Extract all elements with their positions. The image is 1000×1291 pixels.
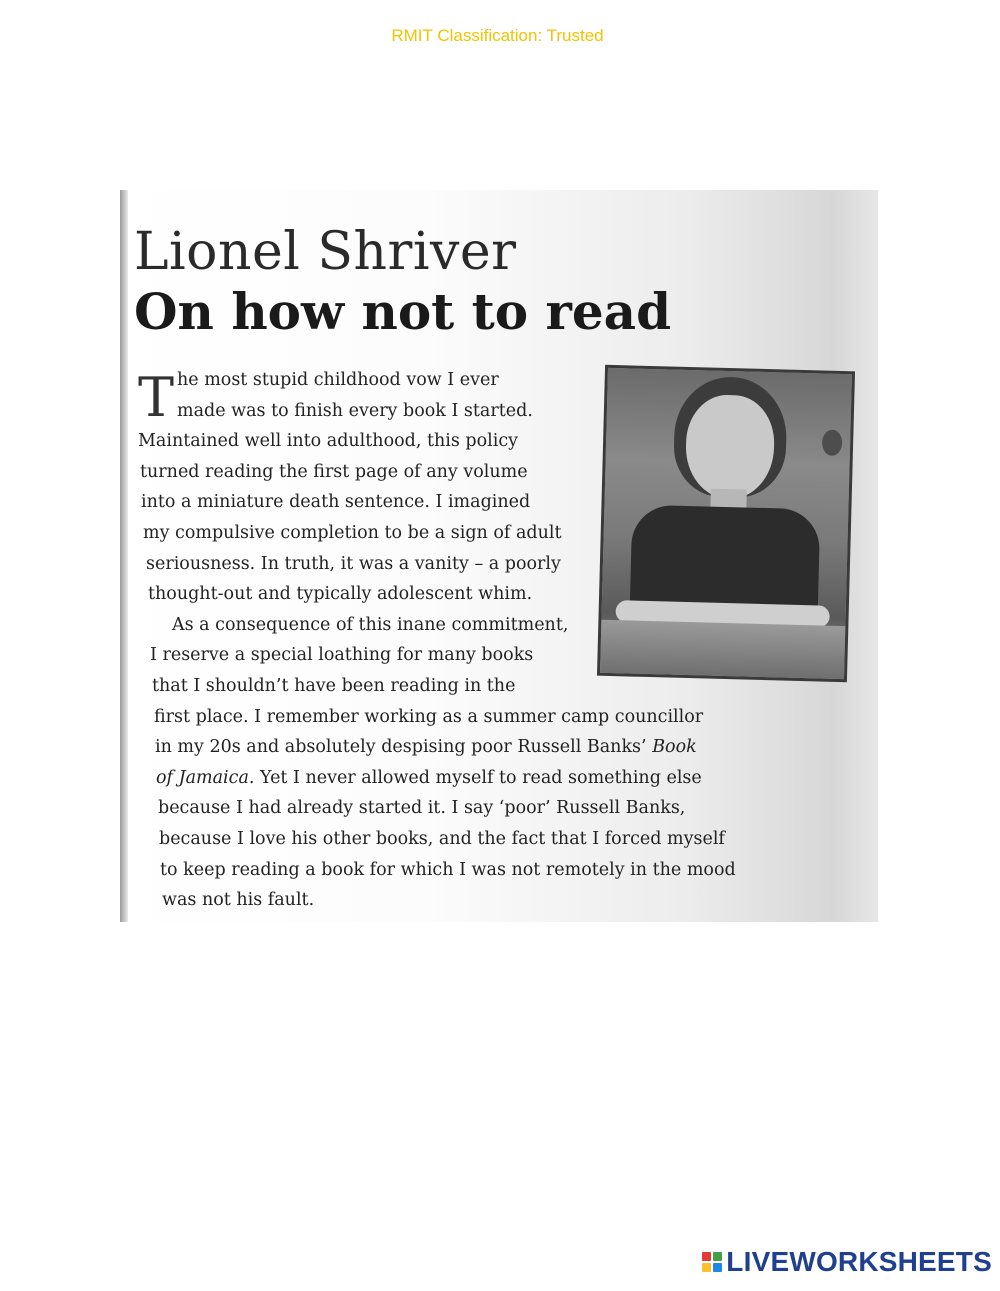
body-line: I reserve a special loathing for many books — [150, 645, 534, 666]
logo-text: LIVEWORKSHEETS — [726, 1246, 992, 1277]
liveworksheets-logo-icon — [702, 1252, 722, 1272]
body-line: thought-out and typically adolescent whim. — [148, 584, 533, 605]
body-line: turned reading the first page of any volume — [140, 461, 528, 482]
body-line-text: in my 20s and absolutely despising poor Russell Banks’ — [155, 737, 647, 758]
body-line: my compulsive completion to be a sign of adult — [143, 522, 562, 543]
article-headline: On how not to read — [134, 282, 672, 341]
body-line: As a consequence of this inane commitment, — [172, 614, 569, 635]
liveworksheets-logo — [702, 1247, 992, 1277]
body-line: because I love his other books, and the fact that I forced myself — [159, 828, 725, 849]
body-line — [120, 732, 820, 763]
body-line: to keep reading a book for which I was not remotely in the mood — [160, 859, 736, 880]
article-scan — [120, 190, 878, 922]
drop-cap: T — [138, 366, 175, 429]
body-line: that I shouldn’t have been reading in the — [152, 675, 516, 696]
body-line — [120, 763, 820, 794]
book-title-part-1: Book — [652, 737, 697, 758]
body-line: he most stupid childhood vow I ever — [177, 370, 499, 390]
body-line-text: Yet I never allowed myself to read something else — [260, 767, 702, 788]
photo-plant — [822, 429, 843, 456]
body-line: Maintained well into adulthood, this policy — [138, 431, 519, 452]
body-line: made was to finish every book I started. — [177, 400, 533, 421]
body-line: seriousness. In truth, it was a vanity – a poorly — [146, 553, 561, 574]
author-name: Lionel Shriver — [134, 222, 517, 282]
article-body — [120, 365, 820, 916]
classification-label: RMIT Classification: Trusted — [391, 26, 604, 45]
body-line: first place. I remember working as a summer camp councillor — [154, 706, 704, 727]
body-line: was not his fault. — [162, 890, 315, 911]
body-line: into a miniature death sentence. I imagined — [141, 492, 531, 513]
book-title-part-2: of Jamaica. — [156, 767, 255, 788]
body-line: because I had already started it. I say ‘poor’ Russell Banks, — [158, 798, 686, 819]
